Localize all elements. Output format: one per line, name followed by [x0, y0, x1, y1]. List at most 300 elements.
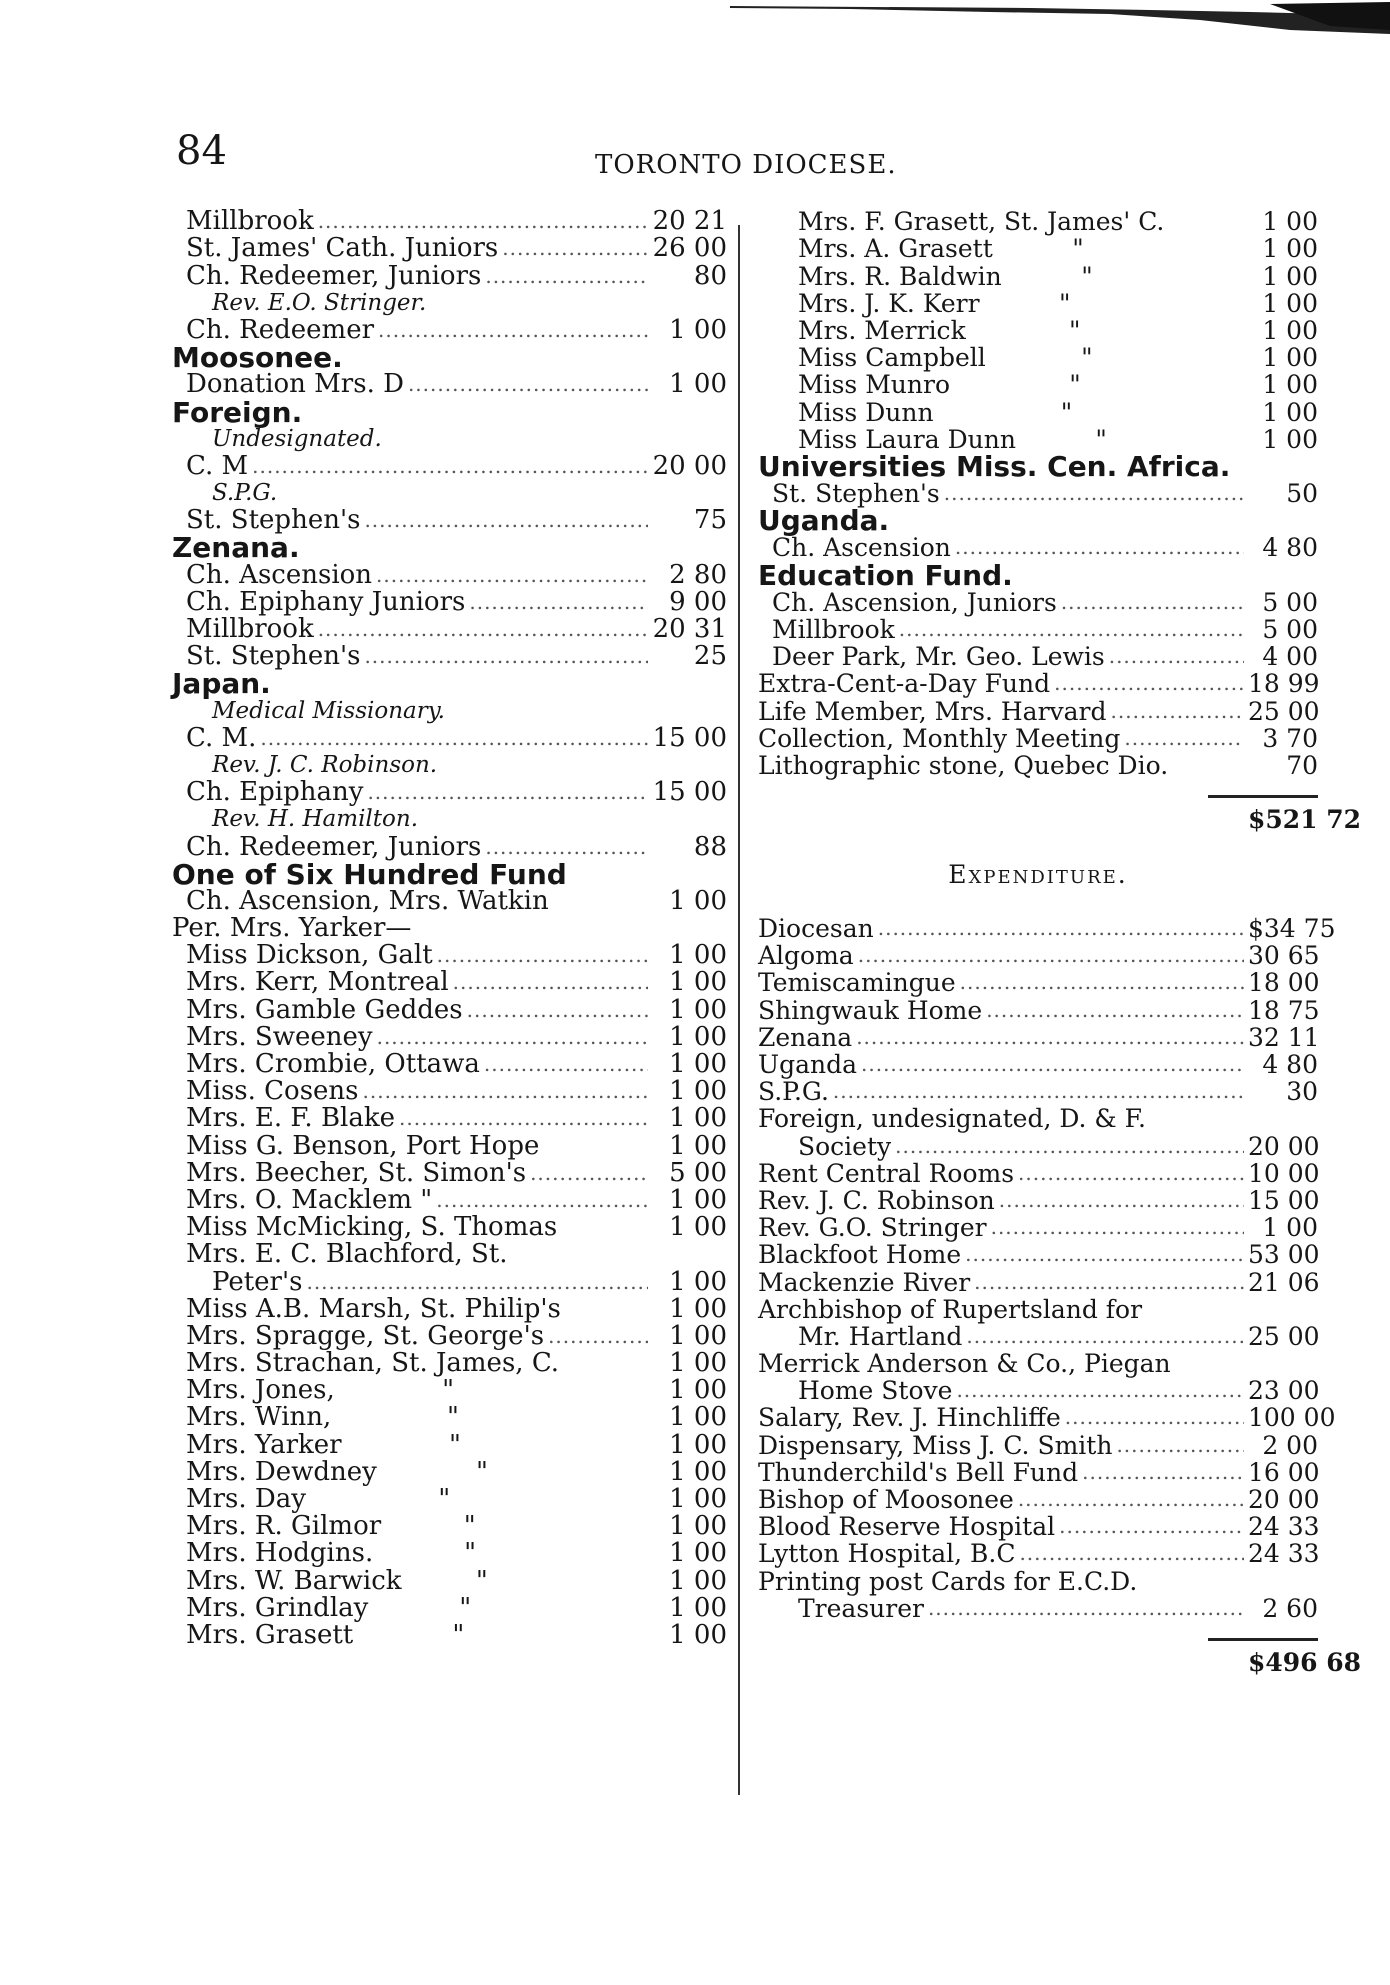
row-label: Mrs. Strachan, St. James, C. — [186, 1348, 560, 1379]
row-amount: 1 00 — [669, 1511, 727, 1542]
ledger-row — [172, 1431, 727, 1458]
total-row — [758, 805, 1362, 835]
row-amount: 1 00 — [669, 1456, 727, 1487]
row-label: Universities Miss. Cen. Africa. — [758, 449, 1231, 483]
row-amount: 1 00 — [669, 940, 727, 971]
row-amount: 18 00 — [1248, 968, 1320, 998]
leader-dots — [1082, 1459, 1244, 1486]
ledger-row — [758, 1350, 1318, 1377]
ledger-row — [758, 914, 1336, 944]
row-amount: 20 31 — [652, 614, 727, 644]
leader-dots — [502, 235, 648, 262]
leader-dots — [1109, 643, 1244, 670]
row-label: Miss McMicking, S. Thomas — [186, 1212, 558, 1243]
row-label: Ch. Ascension, Mrs. Watkin — [186, 885, 549, 916]
row-amount: 1 00 — [1262, 343, 1318, 373]
row-label: Ch. Redeemer, Juniors — [186, 260, 482, 291]
leader-dots — [944, 480, 1244, 507]
row-label: Dispensary, Miss J. C. Smith — [758, 1430, 1113, 1460]
ledger-row — [758, 1214, 1318, 1241]
ledger-row — [172, 1105, 727, 1132]
row-label: Ch. Epiphany Juniors — [186, 586, 466, 617]
row-label: Deer Park, Mr. Geo. Lewis — [772, 642, 1105, 672]
row-label: Ch. Ascension — [186, 559, 373, 590]
ledger-row — [172, 1567, 727, 1594]
total-rule — [758, 779, 1318, 806]
ledger-row — [172, 1377, 727, 1404]
leader-dots — [376, 562, 648, 589]
row-label: Miss Campbell " — [798, 343, 1093, 373]
ledger-row — [172, 1078, 727, 1105]
ledger-row — [172, 942, 727, 969]
row-amount: $496 68 — [1248, 1648, 1362, 1678]
leader-dots — [399, 1105, 648, 1132]
ledger-row — [172, 1021, 727, 1052]
ledger-row — [758, 725, 1318, 752]
ledger-row — [758, 1105, 1318, 1132]
row-label: Printing post Cards for E.C.D. — [758, 1566, 1138, 1596]
ledger-row — [172, 1404, 727, 1431]
row-label: Rev. H. Hamilton. — [212, 806, 419, 833]
row-amount: 1 00 — [669, 1184, 727, 1215]
leader-dots — [991, 1214, 1244, 1241]
row-label: Zenana — [758, 1022, 853, 1052]
leader-dots — [1019, 1540, 1244, 1567]
section-heading — [172, 857, 727, 891]
ledger-row — [758, 1024, 1318, 1051]
row-label: Society — [798, 1131, 892, 1161]
leader-dots — [363, 1078, 648, 1105]
row-label: Mrs. Kerr, Montreal — [186, 967, 449, 998]
row-label: Treasurer — [798, 1593, 924, 1623]
row-label: Collection, Monthly Meeting — [758, 723, 1121, 753]
ledger-row — [758, 1595, 1318, 1622]
row-amount: 1 00 — [669, 1076, 727, 1107]
ledger-row — [172, 1051, 727, 1078]
leader-dots — [1018, 1486, 1244, 1513]
row-amount: 16 00 — [1248, 1457, 1320, 1487]
row-label: Lytton Hospital, B.C — [758, 1539, 1016, 1569]
leader-dots — [966, 1323, 1244, 1350]
row-label: Per. Mrs. Yarker— — [172, 913, 412, 944]
right-column — [758, 207, 1362, 1678]
row-label: Algoma — [758, 941, 854, 971]
row-label: Life Member, Mrs. Harvard — [758, 696, 1107, 726]
row-amount: 18 75 — [1248, 995, 1320, 1025]
row-label: Mrs. Merrick " — [798, 315, 1081, 345]
row-label: S.P.G. — [212, 480, 278, 507]
ledger-row — [758, 1513, 1318, 1540]
ledger-row — [758, 371, 1318, 398]
leader-dots — [367, 779, 648, 806]
row-label: Mrs. Crombie, Ottawa — [186, 1049, 480, 1079]
ledger-row — [758, 616, 1318, 643]
row-amount: 4 00 — [1262, 642, 1318, 672]
row-label: Mrs. Beecher, St. Simon's — [186, 1157, 527, 1188]
row-label: Miss G. Benson, Port Hope — [186, 1130, 540, 1161]
ledger-row — [758, 290, 1318, 317]
row-label: Millbrook — [186, 614, 314, 644]
left-column — [172, 208, 727, 1649]
ledger-row — [758, 208, 1318, 235]
leader-dots — [306, 1269, 648, 1296]
row-amount: 1 00 — [669, 967, 727, 998]
row-amount: 18 99 — [1248, 669, 1320, 699]
row-label: Miss Laura Dunn " — [798, 424, 1107, 454]
leader-dots — [1116, 1432, 1244, 1459]
leader-dots — [899, 616, 1244, 643]
row-amount: 26 00 — [652, 233, 727, 264]
leader-dots — [364, 643, 648, 670]
row-label: Salary, Rev. J. Hinchliffe — [758, 1403, 1061, 1433]
ledger-row — [758, 670, 1318, 697]
row-label: Thunderchild's Bell Fund — [758, 1457, 1079, 1487]
subheading — [172, 752, 727, 779]
leader-dots — [928, 1595, 1244, 1622]
row-label: Medical Missionary. — [212, 697, 445, 724]
ledger-row — [758, 1078, 1318, 1105]
ledger-row — [172, 235, 727, 262]
row-label: Millbrook — [186, 206, 314, 237]
ledger-row — [758, 1051, 1318, 1078]
row-amount: 1 00 — [669, 1320, 727, 1351]
ledger-row — [172, 262, 727, 289]
row-amount: 1 00 — [1262, 1213, 1318, 1243]
row-amount: 1 00 — [1262, 288, 1318, 318]
row-amount: 1 00 — [669, 1484, 727, 1514]
row-label: Ch. Redeemer, Juniors — [186, 831, 482, 862]
row-label: Undesignated. — [212, 425, 382, 452]
row-label: Mrs. E. F. Blake — [186, 1103, 396, 1134]
leader-dots — [484, 1051, 648, 1078]
row-amount: 1 00 — [669, 1402, 727, 1433]
ledger-row — [172, 996, 727, 1023]
leader-dots — [485, 834, 648, 861]
row-amount: 1 00 — [669, 1619, 727, 1650]
leader-dots — [878, 915, 1244, 942]
row-label: Mrs. R. Gilmor " — [186, 1511, 476, 1542]
row-label: Education Fund. — [758, 558, 1013, 592]
leader-dots — [1124, 725, 1244, 752]
row-amount: 1 00 — [669, 1103, 727, 1134]
leader-dots — [861, 1051, 1244, 1078]
ledger-row — [758, 1403, 1336, 1433]
leader-dots — [377, 1024, 648, 1051]
total-row — [758, 1648, 1362, 1678]
ledger-row — [758, 1567, 1318, 1594]
leader-dots — [999, 1187, 1244, 1214]
row-label: Mrs. Dewdney " — [186, 1456, 489, 1487]
row-amount: 1 00 — [669, 994, 727, 1025]
row-label: Uganda — [758, 1050, 857, 1079]
ledger-row — [172, 1540, 727, 1567]
section-heading — [172, 395, 727, 429]
page-number: 84 — [176, 128, 227, 174]
row-label: Extra-Cent-a-Day Fund — [758, 669, 1051, 699]
ledger-row — [758, 262, 1318, 289]
row-amount: 9 00 — [669, 586, 727, 617]
row-amount: 1 00 — [669, 1212, 727, 1243]
leader-dots — [965, 1241, 1244, 1268]
ledger-row — [758, 534, 1318, 561]
row-amount: 1 00 — [669, 369, 727, 400]
spacer — [758, 888, 1318, 915]
row-label: Mrs. J. K. Kerr " — [798, 288, 1071, 318]
rule-line — [1208, 1638, 1318, 1641]
row-amount: 20 00 — [1248, 1131, 1320, 1161]
ledger-row — [172, 1619, 727, 1650]
row-amount: 23 00 — [1248, 1376, 1320, 1406]
ledger-row — [172, 779, 727, 806]
leader-dots — [364, 507, 648, 534]
row-label: Japan. — [172, 667, 271, 701]
ledger-row — [172, 969, 727, 996]
row-label: Uganda. — [758, 504, 890, 538]
row-label: Mrs. O. Macklem " — [186, 1184, 433, 1215]
row-amount: 88 — [693, 831, 727, 862]
row-amount: 1 00 — [669, 1348, 727, 1379]
ledger-row — [172, 915, 727, 942]
ledger-row — [758, 942, 1318, 969]
row-amount: 1 00 — [669, 1565, 727, 1596]
row-label: Ch. Redeemer — [186, 314, 375, 345]
leader-dots — [252, 453, 648, 480]
leader-dots — [856, 1024, 1244, 1051]
total-rule — [758, 1622, 1318, 1649]
row-label: St. James' Cath. Juniors — [186, 233, 499, 264]
row-label: Miss Dickson, Galt — [186, 940, 433, 971]
row-amount: 1 00 — [669, 1049, 727, 1079]
ledger-row — [172, 1157, 727, 1188]
ledger-row — [758, 235, 1318, 262]
ledger-row — [172, 1513, 727, 1540]
row-label: Mrs. F. Grasett, St. James' C. — [798, 207, 1165, 237]
subheading — [172, 806, 727, 833]
leader-dots — [530, 1160, 648, 1187]
row-amount: 70 — [1286, 750, 1318, 780]
ledger-row — [172, 1268, 727, 1295]
row-label: Home Stove — [798, 1376, 953, 1406]
row-amount: 53 00 — [1248, 1240, 1320, 1270]
row-amount: 1 00 — [1262, 207, 1318, 237]
row-amount: 15 00 — [652, 722, 727, 753]
ledger-row — [172, 1320, 727, 1351]
row-label: Expenditure. — [948, 859, 1128, 889]
leader-dots — [956, 1377, 1244, 1404]
row-amount: 15 00 — [652, 777, 727, 808]
ledger-row — [758, 480, 1318, 507]
row-amount: 2 80 — [669, 559, 727, 590]
leader-dots — [453, 969, 648, 996]
row-label: Blackfoot Home — [758, 1240, 962, 1270]
ledger-row — [758, 1268, 1318, 1295]
leader-dots — [485, 263, 648, 290]
row-label: Ch. Ascension — [772, 533, 951, 563]
ledger-row — [172, 1293, 727, 1324]
row-label: Foreign. — [172, 395, 303, 429]
row-amount: $521 72 — [1248, 805, 1362, 835]
row-amount: 1 00 — [1262, 397, 1318, 427]
ledger-row — [172, 722, 727, 753]
ledger-row — [758, 344, 1318, 371]
row-label: Miss Dunn " — [798, 397, 1073, 427]
column-divider — [738, 225, 740, 1795]
leader-dots — [260, 725, 648, 752]
row-amount: 1 00 — [1262, 315, 1318, 345]
leader-dots — [318, 208, 648, 235]
spacer — [758, 833, 1318, 860]
row-label: Mrs. Day " — [186, 1484, 451, 1514]
row-amount: 5 00 — [1262, 587, 1318, 617]
ledger-row — [172, 314, 727, 345]
leader-dots — [1018, 1160, 1244, 1187]
row-label: Archbishop of Rupertsland for — [758, 1294, 1143, 1324]
ledger-row — [758, 1540, 1318, 1567]
ledger-row — [172, 643, 727, 670]
row-amount: 1 00 — [1262, 424, 1318, 454]
row-amount: 80 — [693, 260, 727, 291]
rule-line — [1208, 795, 1318, 798]
ledger-row — [758, 1241, 1318, 1268]
scan-edge-artifact — [730, 0, 1390, 34]
leader-dots — [895, 1133, 1244, 1160]
row-amount: 1 00 — [669, 885, 727, 916]
ledger-row — [758, 398, 1318, 425]
row-label: Mrs. Gamble Geddes — [186, 994, 463, 1025]
row-label: Temiscamingue — [758, 968, 956, 998]
row-label: Mrs. Grasett " — [186, 1619, 465, 1650]
subheading — [172, 480, 727, 507]
row-amount: 1 00 — [669, 1293, 727, 1324]
row-amount: 4 80 — [1262, 1050, 1318, 1079]
row-label: Mrs. Yarker " — [186, 1429, 461, 1460]
row-amount: 24 33 — [1248, 1539, 1320, 1569]
row-amount: 75 — [693, 505, 727, 536]
row-label: Mrs. R. Baldwin " — [798, 261, 1093, 291]
row-amount: 15 00 — [1248, 1185, 1320, 1215]
ledger-row — [172, 833, 727, 860]
ledger-row — [758, 589, 1318, 616]
leader-dots — [833, 1078, 1244, 1105]
row-amount: 25 — [693, 641, 727, 672]
ledger-row — [758, 317, 1318, 344]
row-label: Foreign, undesignated, D. & F. — [758, 1104, 1146, 1134]
leader-dots — [318, 616, 648, 643]
ledger-row — [172, 1184, 727, 1215]
row-amount: 1 00 — [669, 1429, 727, 1460]
running-head: TORONTO DIOCESE. — [595, 150, 897, 180]
ledger-row — [172, 371, 727, 398]
ledger-row — [758, 996, 1318, 1023]
leader-dots — [467, 997, 648, 1024]
row-amount: 1 00 — [1262, 234, 1318, 264]
ledger-row — [758, 1431, 1318, 1458]
row-amount: 20 00 — [652, 450, 727, 481]
row-label: C. M — [186, 450, 249, 481]
leader-dots — [986, 997, 1244, 1024]
ledger-row — [758, 1296, 1318, 1323]
row-amount: 3 70 — [1262, 723, 1318, 753]
row-label: Mrs. Sweeney — [186, 1021, 373, 1052]
ledger-row — [172, 561, 727, 588]
row-amount: 50 — [1286, 479, 1318, 509]
row-label: Rev. G.O. Stringer — [758, 1213, 987, 1243]
row-label: St. Stephen's — [772, 479, 940, 509]
subheading — [172, 290, 727, 317]
section-heading — [758, 504, 1318, 538]
leader-dots — [960, 969, 1244, 996]
row-label: Millbrook — [772, 615, 895, 644]
ledger-row — [758, 1377, 1318, 1404]
leader-dots — [1054, 670, 1244, 697]
row-amount: 24 33 — [1248, 1512, 1320, 1542]
row-label: Mrs. Winn, " — [186, 1402, 459, 1433]
row-label: Miss Munro " — [798, 370, 1081, 400]
ledger-row — [172, 1592, 727, 1623]
row-label: Moosonee. — [172, 341, 343, 375]
leader-dots — [436, 1187, 648, 1214]
row-amount: 100 00 — [1248, 1403, 1336, 1433]
row-amount: 30 65 — [1248, 941, 1320, 971]
row-amount: $34 75 — [1248, 914, 1336, 944]
ledger-row — [172, 1241, 727, 1268]
row-label: Mackenzie River — [758, 1267, 971, 1297]
leader-dots — [1111, 698, 1245, 725]
row-label: Miss A.B. Marsh, St. Philip's — [186, 1293, 561, 1324]
row-amount: 20 21 — [652, 206, 727, 237]
ledger-row — [758, 1160, 1318, 1187]
row-label: S.P.G. — [758, 1077, 829, 1107]
row-amount: 5 00 — [669, 1157, 727, 1188]
ledger-row — [758, 1486, 1318, 1513]
ledger-row — [172, 1214, 727, 1241]
row-amount: 25 00 — [1248, 696, 1320, 726]
ledger-row — [758, 1459, 1318, 1486]
row-label: Donation Mrs. D — [186, 369, 404, 400]
row-label: Miss. Cosens — [186, 1076, 359, 1107]
row-label: Lithographic stone, Quebec Dio. — [758, 750, 1169, 780]
row-label: Merrick Anderson & Co., Piegan — [758, 1349, 1171, 1379]
row-amount: 1 00 — [669, 1592, 727, 1623]
leader-dots — [548, 1323, 648, 1350]
row-label: Mrs. Spragge, St. George's — [186, 1320, 545, 1351]
ledger-row — [172, 586, 727, 617]
leader-dots — [1065, 1404, 1244, 1431]
row-amount: 1 00 — [669, 1375, 727, 1406]
ledger-row — [758, 1132, 1318, 1159]
row-label: Rent Central Rooms — [758, 1158, 1015, 1188]
section-heading — [758, 558, 1318, 592]
ledger-row — [172, 885, 727, 916]
row-label: St. Stephen's — [186, 641, 361, 672]
row-label: Ch. Epiphany — [186, 777, 364, 808]
section-heading — [758, 449, 1318, 483]
ledger-row — [758, 1187, 1318, 1214]
row-amount: 2 60 — [1262, 1593, 1318, 1623]
row-amount: 1 00 — [669, 1130, 727, 1161]
leader-dots — [1059, 1513, 1244, 1540]
section-heading — [172, 341, 727, 375]
ledger-row — [172, 616, 727, 643]
row-label: Zenana. — [172, 531, 300, 565]
ledger-row — [172, 1486, 727, 1513]
row-label: Mrs. Grindlay " — [186, 1592, 472, 1623]
ledger-row — [758, 969, 1318, 996]
ledger-row — [172, 1350, 727, 1377]
ledger-row — [172, 208, 727, 235]
row-label: Bishop of Moosonee — [758, 1485, 1014, 1514]
row-amount: 1 00 — [1262, 261, 1318, 291]
